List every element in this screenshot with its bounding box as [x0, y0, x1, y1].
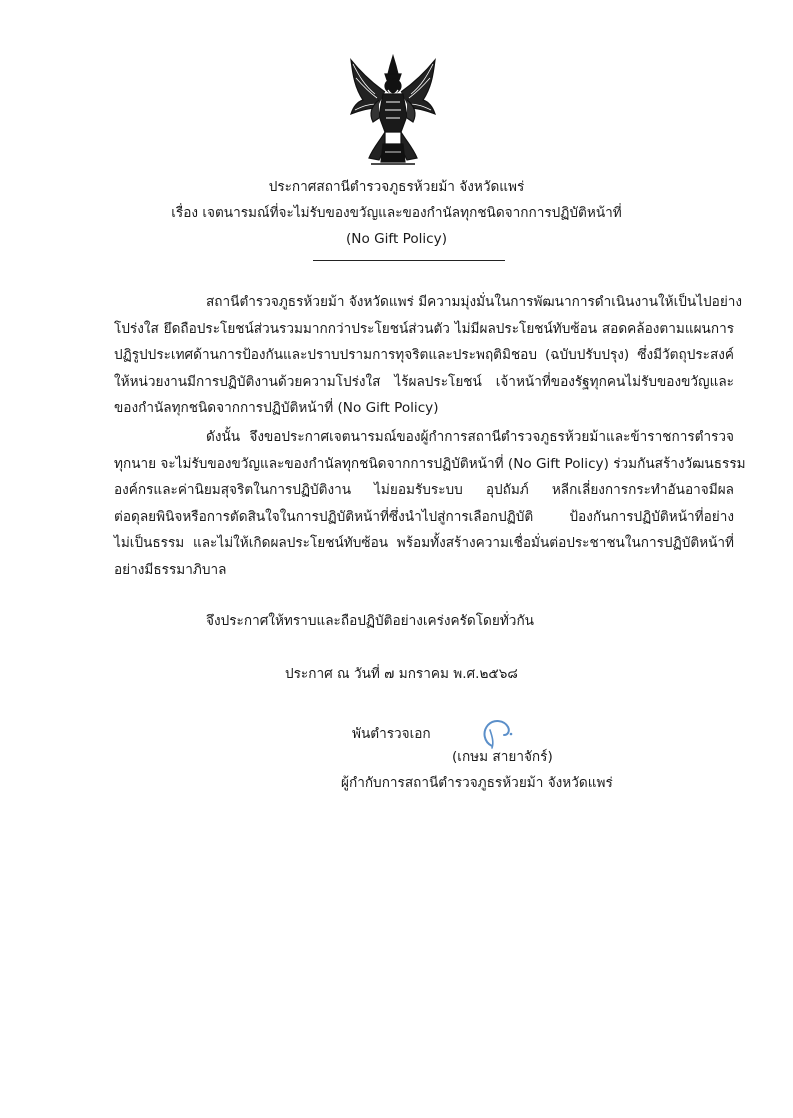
paragraph-line: ของกำนัลทุกชนิดจากการปฏิบัติหน้าที่ (No Gift Policy)	[114, 400, 439, 417]
paragraph-line: ไม่เป็นธรรม และไม่ให้เกิดผลประโยชน์ทับซ้อน พร้อมทั้งสร้างความเชื่อมั่นต่อประชาชนในการปฏิบัติหน้าที่	[114, 535, 734, 552]
announcement-date: ประกาศ ณ วันที่ ๗ มกราคม พ.ศ.๒๕๖๘	[285, 666, 518, 682]
paragraph-line: ปฏิรูปประเทศด้านการป้องกันและปราบปรามการทุจริตและประพฤติมิชอบ (ฉบับปรับปรุง) ซึ่งมีวัตถุประสงค์	[114, 347, 734, 364]
paragraph-2	[114, 424, 746, 584]
paragraph-line: โปร่งใส ยึดถือประโยชน์ส่วนรวมมากกว่าประโยชน์ส่วนตัว ไม่มีผลประโยชน์ทับซ้อน สอดคล้องตามแผนการ	[114, 320, 734, 337]
paragraph-line: ให้หน่วยงานมีการปฏิบัติงานด้วยความโปร่งใส ไร้ผลประโยชน์ เจ้าหน้าที่ของรัฐทุกคนไม่รับของขวัญและ	[114, 373, 734, 390]
policy-name: (No Gift Policy)	[345, 231, 448, 247]
paragraph-line: ดังนั้น จึงขอประกาศเจตนารมณ์ของผู้กำการสถานีตำรวจภูธรห้วยม้าและข้าราชการตำรวจ	[206, 429, 734, 445]
paragraph-line: ทุกนาย จะไม่รับของขวัญและของกำนัลทุกชนิดจากการปฏิบัติหน้าที่ (No Gift Policy) ร่วมกันสร้างวัฒนธรรม	[114, 455, 746, 472]
paragraph-line: สถานีตำรวจภูธรห้วยม้า จังหวัดแพร่ มีความมุ่งมั่นในการพัฒนาการดำเนินงานให้เป็นไปอย่าง	[206, 294, 743, 310]
announcement-subject: เรื่อง เจตนารมณ์ที่จะไม่รับของขวัญและของกำนัลทุกชนิดจากการปฏิบัติหน้าที่	[171, 205, 622, 221]
signatory-rank: พันตำรวจเอก	[352, 726, 431, 742]
signatory-position: ผู้กำกับการสถานีตำรวจภูธรห้วยม้า จังหวัดแพร่	[341, 775, 613, 791]
closing-statement: จึงประกาศให้ทราบและถือปฏิบัติอย่างเคร่งครัดโดยทั่วกัน	[206, 613, 534, 629]
paragraph-line: องค์กรและค่านิยมสุจริตในการปฏิบัติงาน ไม่ยอมรับระบบ อุปถัมภ์ หลีกเลี่ยงการกระทำอันอาจมีผล	[114, 482, 734, 499]
paragraph-1	[114, 289, 743, 422]
garuda-emblem-icon	[341, 52, 446, 170]
signatory-name: (เกษม สายาจักร์)	[452, 749, 553, 765]
paragraph-line: ต่อดุลยพินิจหรือการตัดสินใจในการปฏิบัติหน้าที่ซึ่งนำไปสู่การเลือกปฏิบัติ ป้องกันการปฏิบัติหน้าที่อย่าง	[114, 508, 734, 525]
header-divider	[313, 260, 505, 261]
signature-mark	[470, 716, 516, 750]
paragraph-line: อย่างมีธรรมาภิบาล	[114, 561, 227, 578]
announcement-title: ประกาศสถานีตำรวจภูธรห้วยม้า จังหวัดแพร่	[268, 179, 525, 195]
